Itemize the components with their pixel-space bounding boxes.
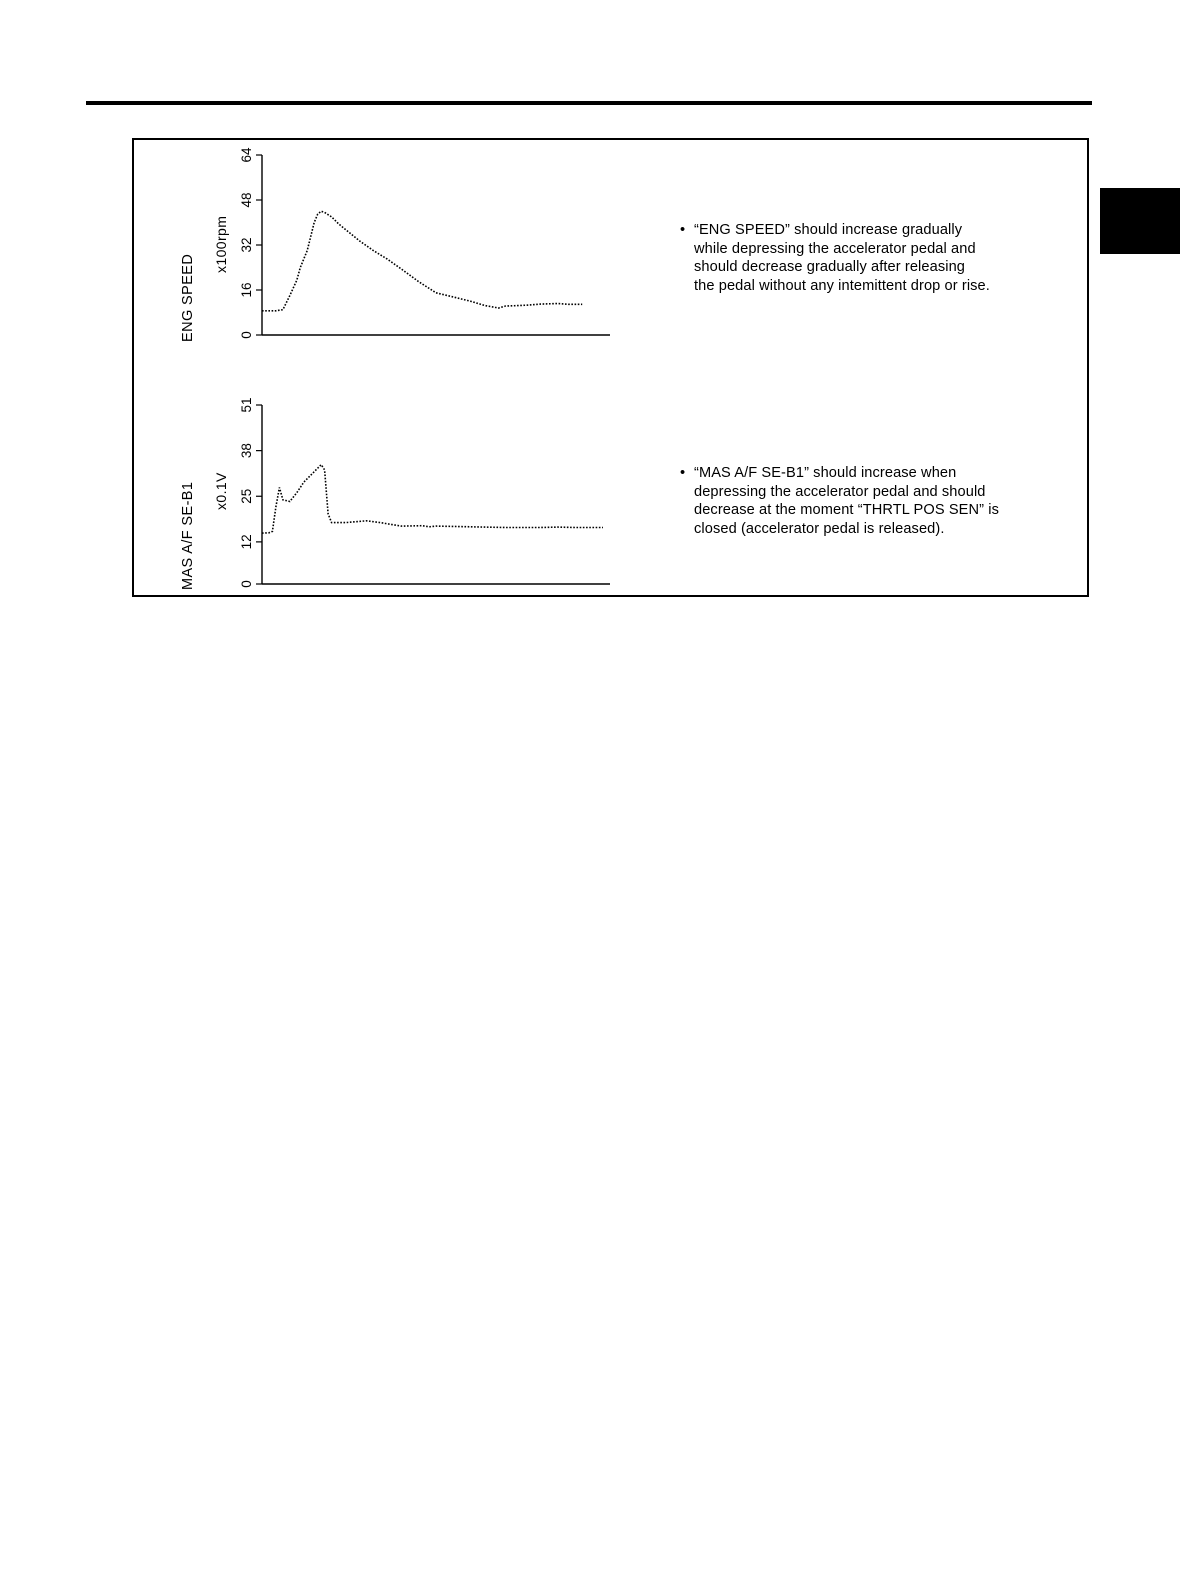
y-tick-label: 0 — [239, 580, 254, 588]
y-tick-label: 12 — [239, 534, 254, 550]
chart-mas-af — [180, 397, 610, 590]
bullet: • — [680, 465, 686, 481]
note-line: closed (accelerator pedal is released). — [694, 520, 945, 537]
y-tick-label: 48 — [239, 192, 254, 208]
note-line: “ENG SPEED” should increase gradually — [694, 222, 963, 238]
note-line: depressing the accelerator pedal and should — [694, 483, 986, 500]
note-line: while depressing the accelerator pedal and — [694, 240, 976, 257]
y-axis-unit: x0.1V — [213, 472, 229, 510]
note-mas-af — [680, 464, 999, 538]
y-tick-label: 51 — [239, 397, 254, 413]
y-tick-label: 16 — [239, 282, 254, 298]
series-line — [262, 211, 582, 310]
note-line: decrease at the moment “THRTL POS SEN” is — [694, 502, 999, 519]
y-axis-label: ENG SPEED — [180, 253, 196, 342]
note-line: should decrease gradually after releasing — [694, 259, 966, 276]
y-ticks — [239, 147, 262, 339]
note-line: “MAS A/F SE-B1” should increase when — [694, 465, 957, 481]
series-line — [262, 465, 603, 533]
y-tick-label: 32 — [239, 237, 254, 253]
y-tick-label: 25 — [239, 488, 254, 504]
y-tick-label: 38 — [239, 443, 254, 459]
y-ticks — [239, 397, 262, 587]
y-axis-label: MAS A/F SE-B1 — [180, 481, 196, 590]
y-tick-label: 64 — [239, 147, 254, 163]
y-axis-unit: x100rpm — [213, 215, 229, 273]
y-tick-label: 0 — [239, 331, 254, 339]
note-line: the pedal without any intemittent drop or rise. — [694, 277, 990, 294]
note-eng-speed — [680, 221, 990, 295]
bullet: • — [680, 222, 686, 238]
chart-eng-speed — [180, 147, 610, 342]
